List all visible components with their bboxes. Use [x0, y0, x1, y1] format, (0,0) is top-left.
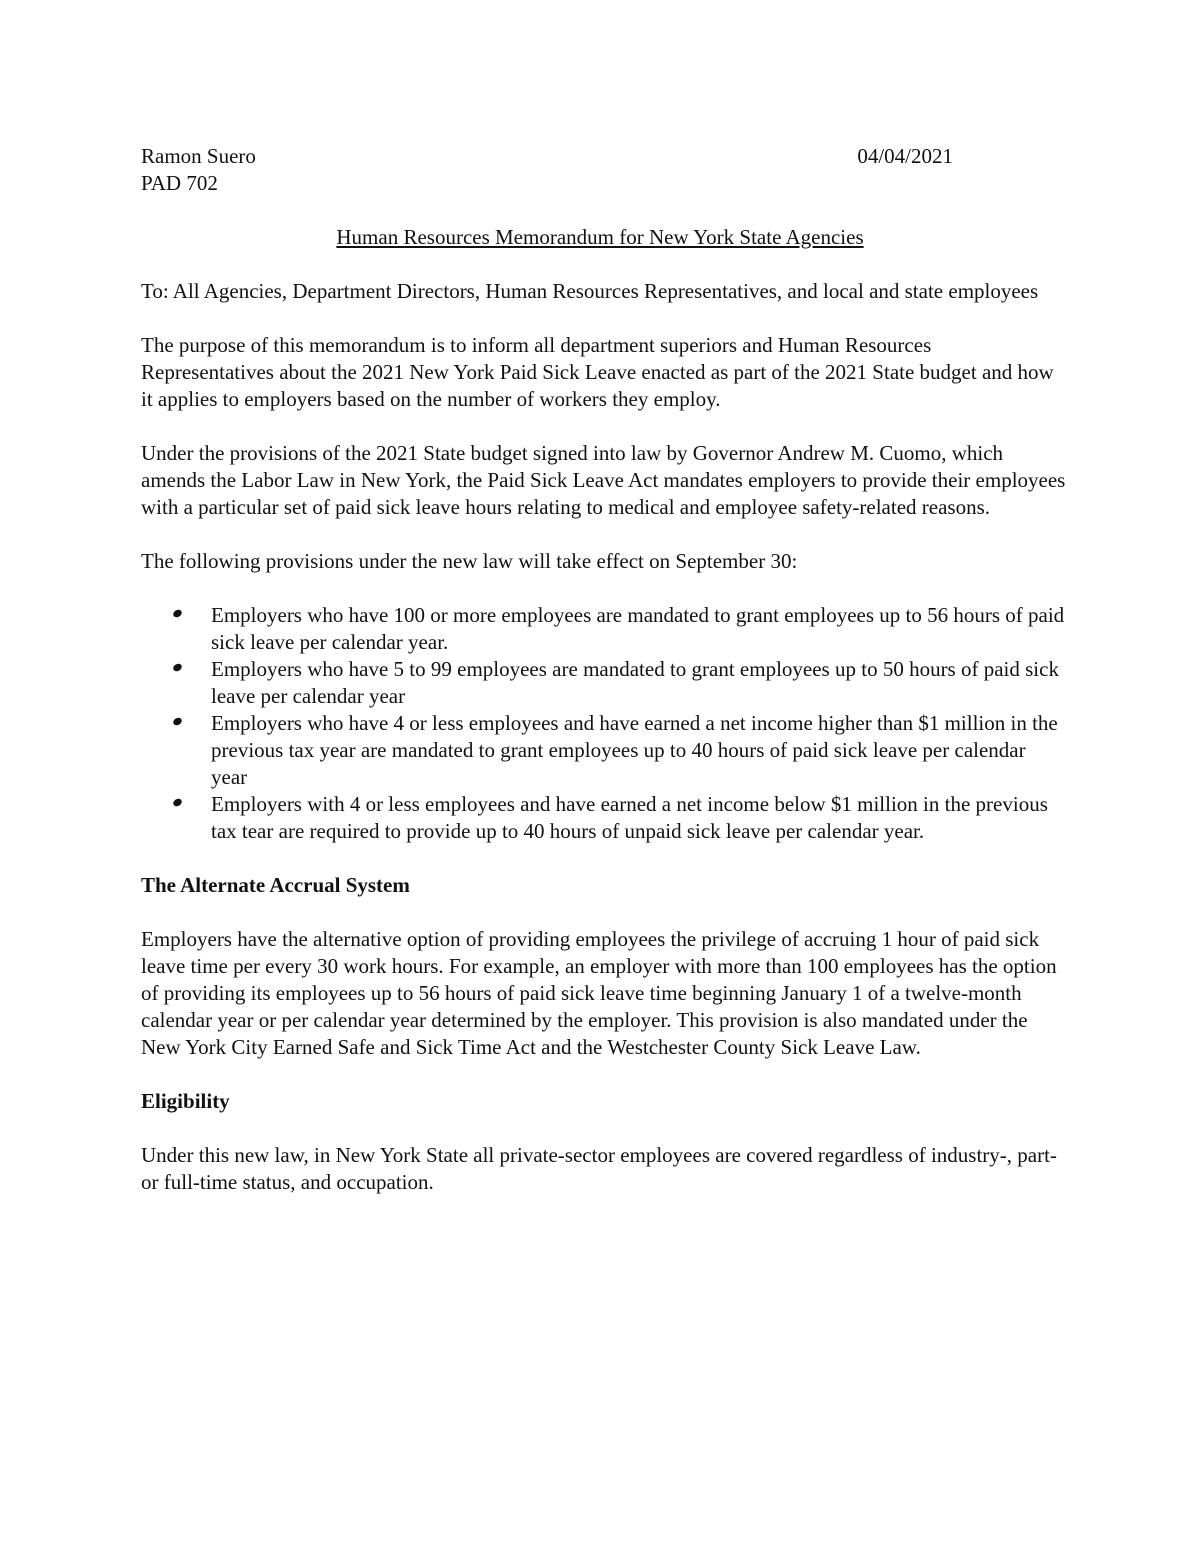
- eligibility-paragraph: Under this new law, in New York State all private-sector employees are covered regardless of industry-, part- or full-time status, and occupation.: [141, 1143, 1057, 1194]
- accrual-heading: The Alternate Accrual System: [141, 873, 410, 897]
- provisions-list: [141, 602, 1066, 845]
- memo-page: [141, 143, 1066, 1196]
- bullet-icon: [172, 797, 183, 808]
- list-item: [211, 656, 1066, 710]
- memo-date: 04/04/2021: [857, 144, 953, 168]
- list-item: [211, 602, 1066, 656]
- provisions-intro-paragraph: Under the provisions of the 2021 State budget signed into law by Governor Andrew M. Cuomo, which amends the Labor Law in New York, the Paid Sick Leave Act mandates employers to provide their employees with a particular set of paid sick leave hours relating to medical and employee safety-related reasons.: [141, 441, 1066, 519]
- bullet-icon: [172, 608, 183, 619]
- list-item: [211, 710, 1066, 791]
- bullet-icon: [172, 662, 183, 673]
- eligibility-heading: Eligibility: [141, 1089, 230, 1113]
- effective-date-paragraph: The following provisions under the new law will take effect on September 30:: [141, 549, 798, 573]
- list-item-text: Employers who have 5 to 99 employees are mandated to grant employees up to 50 hours of paid sick leave per calendar year: [211, 657, 1059, 708]
- memo-title: Human Resources Memorandum for New York State Agencies: [336, 225, 864, 249]
- list-item-text: Employers who have 4 or less employees and have earned a net income higher than $1 million in the previous tax year are mandated to grant employees up to 40 hours of paid sick leave per calendar year: [211, 711, 1058, 789]
- author-name: Ramon Suero: [141, 144, 256, 168]
- list-item-text: Employers who have 100 or more employees are mandated to grant employees up to 56 hours of paid sick leave per calendar year.: [211, 603, 1065, 654]
- purpose-paragraph: The purpose of this memorandum is to inform all department superiors and Human Resources Representatives about the 2021 New York Paid Sick Leave enacted as part of the 2021 State budget and how it applies to employers based on the number of workers they employ.: [141, 333, 1054, 411]
- header-row: [141, 143, 953, 170]
- bullet-icon: [172, 716, 183, 727]
- list-item: [211, 791, 1066, 845]
- course-code: PAD 702: [141, 171, 218, 195]
- to-line: To: All Agencies, Department Directors, Human Resources Representatives, and local and state employees: [141, 279, 1039, 303]
- accrual-paragraph: Employers have the alternative option of providing employees the privilege of accruing 1 hour of paid sick leave time per every 30 work hours. For example, an employer with more than 100 employees has the option of providing its employees up to 56 hours of paid sick leave time beginning January 1 of a twelve-month calendar year or per calendar year determined by the employer. This provision is also mandated under the New York City Earned Safe and Sick Time Act and the Westchester County Sick Leave Law.: [141, 927, 1057, 1059]
- list-item-text: Employers with 4 or less employees and have earned a net income below $1 million in the previous tax tear are required to provide up to 40 hours of unpaid sick leave per calendar year.: [211, 792, 1048, 843]
